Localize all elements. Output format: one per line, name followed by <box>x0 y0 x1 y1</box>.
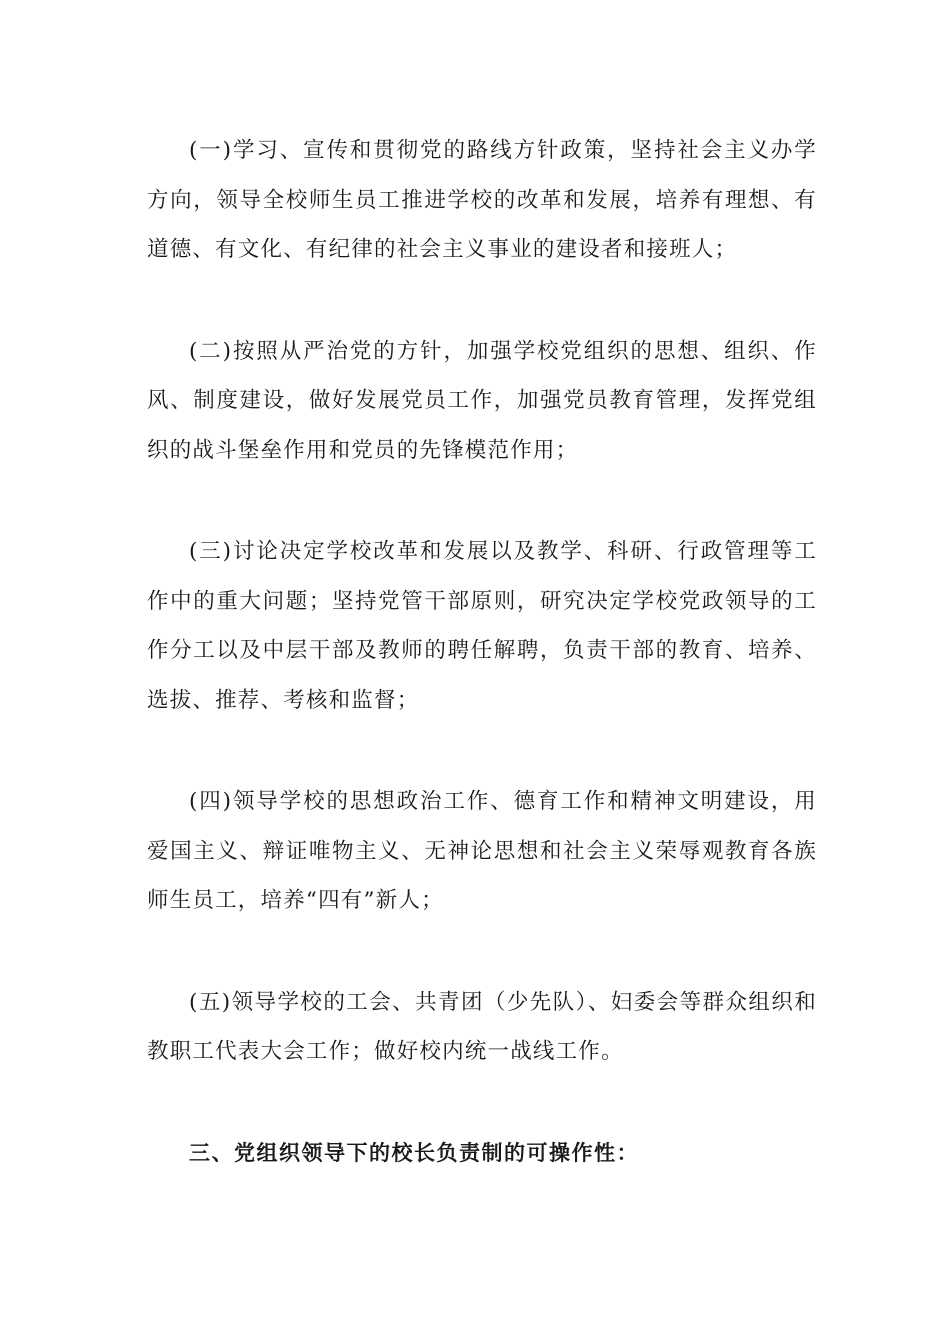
paragraph-item-2: (二)按照从严治党的方针，加强学校党组织的思想、组织、作风、制度建设，做好发展党员工作，加强党员教育管理，发挥党组织的战斗堡垒作用和党员的先锋模范作用； <box>147 338 817 463</box>
document-body <box>147 126 817 1178</box>
paragraph-item-4: (四)领导学校的思想政治工作、德育工作和精神文明建设，用爱国主义、辩证唯物主义、无神论思想和社会主义荣辱观教育各族师生员工，培养“四有”新人； <box>147 789 817 913</box>
section-heading: 三、党组织领导下的校长负责制的可操作性： <box>189 1140 639 1165</box>
paragraph-item-1: (一)学习、宣传和贯彻党的路线方针政策，坚持社会主义办学方向，领导全校师生员工推进学校的改革和发展，培养有理想、有道德、有文化、有纪律的社会主义事业的建设者和接班人； <box>147 138 817 262</box>
paragraph-item-3: (三)讨论决定学校改革和发展以及教学、科研、行政管理等工作中的重大问题；坚持党管干部原则，研究决定学校党政领导的工作分工以及中层干部及教师的聘任解聘，负责干部的教育、培养、选拔、推荐、考核和监督； <box>147 539 817 713</box>
paragraph-item-5: (五)领导学校的工会、共青团（少先队）、妇委会等群众组织和教职工代表大会工作；做好校内统一战线工作。 <box>147 989 817 1064</box>
